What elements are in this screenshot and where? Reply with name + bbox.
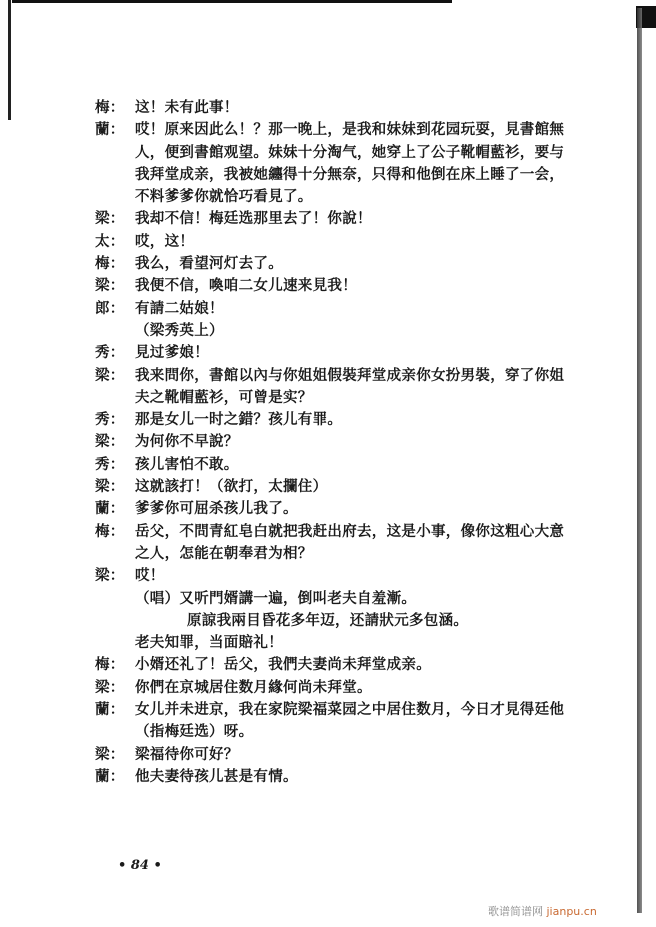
speaker: 梁： [95,433,125,451]
dialogue-line [95,431,635,453]
watermark [488,903,597,919]
speaker: 梁： [95,478,125,496]
stage-direction [95,320,635,342]
line-text: 我么，看望河灯去了。 [135,255,283,273]
speaker: 梁： [95,277,125,295]
speaker: 梁： [95,366,125,384]
dialogue-line [95,699,635,721]
dialogue-continuation [95,543,635,565]
line-text: 你們在京城居住数月緣何尚未拜堂。 [135,678,372,696]
dialogue-line [95,654,635,676]
line-text: 有請二姑娘！ [135,299,224,317]
line-text: 他夫妻待孩儿甚是有情。 [135,767,298,785]
speaker: 梁： [95,567,125,585]
line-text: （唱）又听門婿講一遍，倒叫老夫自羞漸。 [135,589,417,607]
speaker: 梁： [95,745,125,763]
line-text: 爹爹你可屈杀孩儿我了。 [135,500,298,518]
dialogue-line [95,298,635,320]
script-dialogue [95,97,635,788]
page-number: • 84 • [118,858,162,873]
line-text: 孩儿害怕不敢。 [135,455,239,473]
line-text: 岳父，不問青紅皂白就把我赶出府去，这是小事，像你这粗心大意 [135,522,565,540]
dialogue-continuation [95,142,635,164]
speaker: 蘭： [95,500,125,518]
dialogue-continuation [95,721,635,743]
speaker: 梁： [95,210,125,228]
line-text: 之人，怎能在朝奉君为相？ [135,544,313,562]
line-text: 哎，这！ [135,232,195,250]
speaker: 梅： [95,255,125,273]
line-text: 不料爹爹你就恰巧看見了。 [135,188,313,206]
line-text: 哎！原来因此么！？那一晚上，是我和妹妹到花园玩耍，見書館無 [135,121,565,139]
line-text: 老夫知罪，当面賠礼！ [135,634,283,652]
watermark-site-name: 歌谱简谱网 [488,905,543,918]
dialogue-continuation [95,387,635,409]
line-text: 女儿并未进京，我在家院梁福菜园之中居住数月，今日才見得廷他 [135,701,565,719]
dialogue-line [95,476,635,498]
line-text: 哎！ [135,567,165,585]
line-text: 这就該打！（欲打，太攔住） [135,478,328,496]
line-text: 我便不信，喚咱二女儿速来見我！ [135,277,357,295]
speaker: 蘭： [95,701,125,719]
line-text: 我来問你，書館以內与你姐姐假裝拜堂成亲你女扮男裝，穿了你姐 [135,366,565,384]
speaker: 蘭： [95,767,125,785]
dialogue-line [95,231,635,253]
line-text: 見过爹娘！ [135,344,209,362]
line-text: （梁秀英上） [135,321,224,339]
speaker: 太： [95,232,125,250]
dialogue-line [95,498,635,520]
scan-left-edge [8,0,11,120]
line-text: 小婿还礼了！岳父，我們夫妻尚未拜堂成亲。 [135,656,431,674]
watermark-url: jianpu.cn [546,905,597,918]
line-text: 人，便到書館观望。妹妹十分淘气，她穿上了公子靴帽藍衫，要与 [135,143,565,161]
dialogue-line [95,409,635,431]
dialogue-continuation [95,186,635,208]
scan-top-edge [12,0,452,3]
dialogue-line [95,253,635,275]
sung-verse [95,588,635,610]
dialogue-line [95,342,635,364]
dialogue-line [95,565,635,587]
speaker: 郎： [95,299,125,317]
speaker: 蘭： [95,121,125,139]
speaker: 秀： [95,455,125,473]
dialogue-line [95,454,635,476]
speaker: 梅： [95,99,125,116]
dialogue-line [95,766,635,788]
line-text: 夫之靴帽藍衫，可曾是实？ [135,388,313,406]
line-text: 我却不信！梅廷选那里去了！你說！ [135,210,372,228]
dialogue-line [95,365,635,387]
dialogue-line [95,97,635,119]
dialogue-continuation [95,164,635,186]
speaker: 梅： [95,656,125,674]
scan-right-edge [637,8,642,913]
speaker: 秀： [95,344,125,362]
dialogue-line [95,275,635,297]
dialogue-line [95,521,635,543]
sung-verse [95,610,635,632]
line-text: 我拜堂成亲，我被她纏得十分無奈，只得和他倒在床上睡了一会， [135,165,565,183]
line-text: 梁福待你可好？ [135,745,239,763]
dialogue-line [95,744,635,766]
speaker: 梅： [95,522,125,540]
speaker: 梁： [95,678,125,696]
line-text: 为何你不早說？ [135,433,239,451]
dialogue-line [95,119,635,141]
line-text: 这！未有此事！ [135,99,239,116]
dialogue-continuation [95,632,635,654]
speaker: 秀： [95,411,125,429]
dialogue-line [95,208,635,230]
line-text: 原諒我兩目昏花多年迈，还請狀元多包涵。 [187,611,469,629]
line-text: 那是女儿一时之錯？孩儿有罪。 [135,411,343,429]
dialogue-line [95,677,635,699]
line-text: （指梅廷选）呀。 [135,723,254,741]
